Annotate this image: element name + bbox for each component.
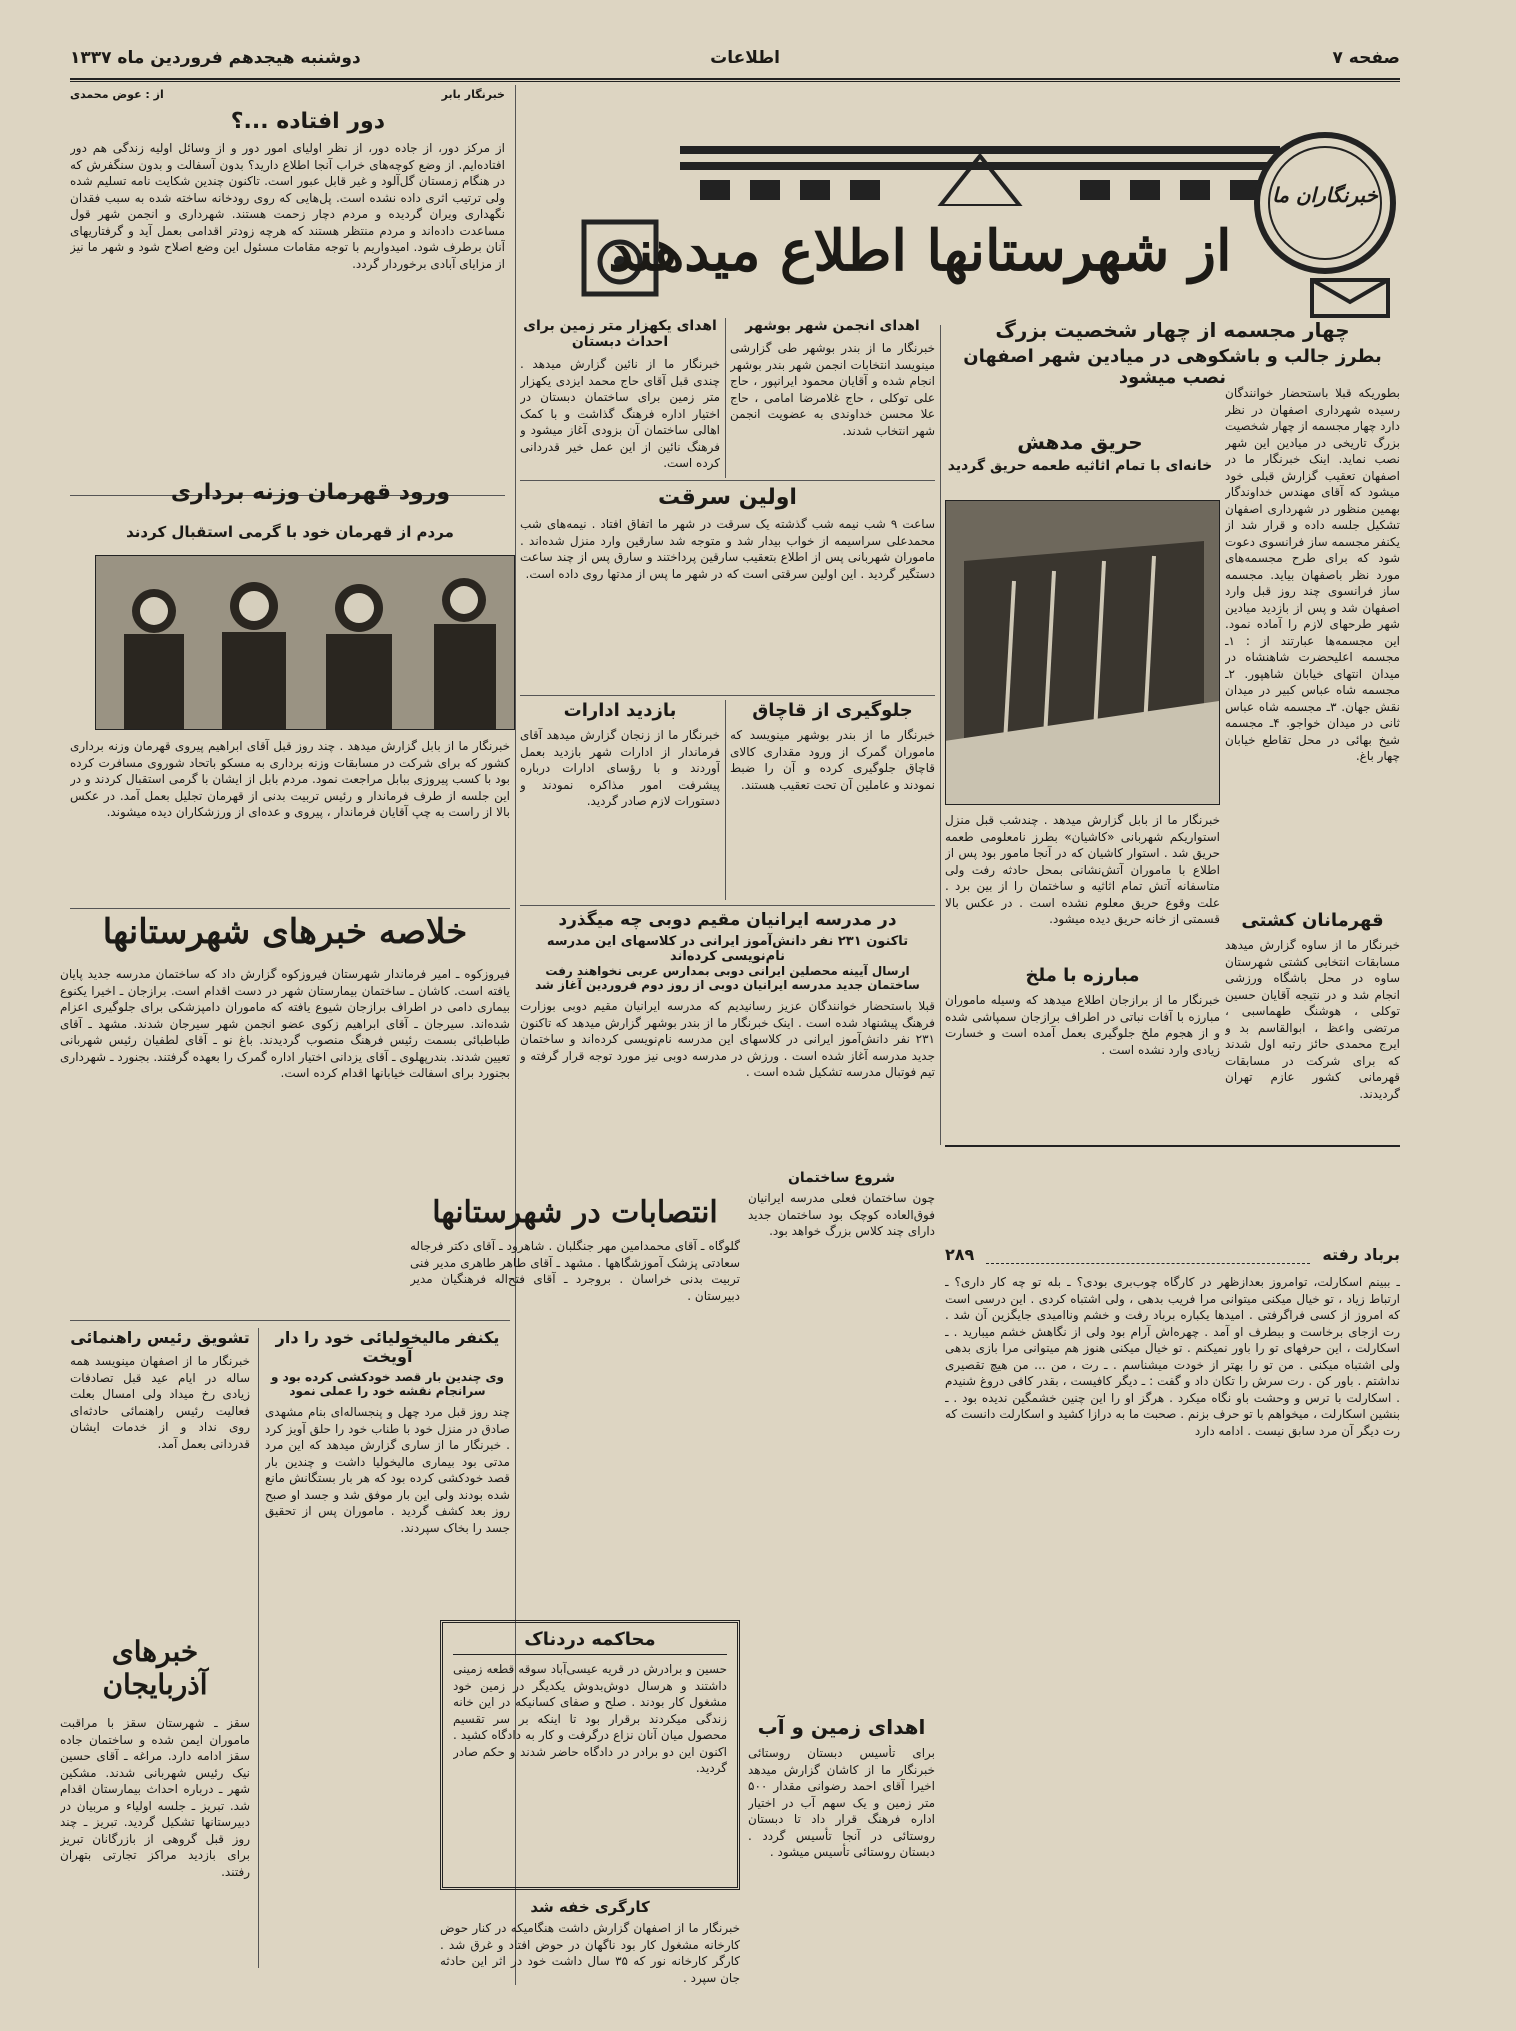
article-subtitle: تاکنون ۲۳۱ نفر دانش‌آموز ایرانی در کلاسهای این مدرسه نام‌نویسی کرده‌اند	[546, 934, 909, 964]
article-title: یکنفر مالیخولیائی خود را دار آویخت	[275, 1328, 500, 1366]
article-locust	[945, 965, 1220, 1092]
article-subtitle: بطرز جالب و باشکوهی در میادین شهر اصفهان نصب میشود	[963, 346, 1382, 388]
article-body: خبرنگار ما از اصفهان مینویسد همه ساله در ایام عید قبل تصادفات زیادی رخ میداد ولی امسال بعلت فعالیت رئیس راهنمائی حادثه‌ای روی نداد و از خدمات ایشان قدردانی بعمل آمد.	[70, 1354, 250, 1451]
serial-story	[945, 1245, 1400, 1994]
article-body: ساعت ۹ شب نیمه شب گذشته یک سرقت در شهر ما اتفاق افتاد . نیمه‌های شب محمدعلی سراسیمه از خواب بیدار شد و متوجه شد سارقین وارد منزل شده‌اند . ماموران شهربانی پس از اطلاع بتعقیب سارقین پرداختند و سارق پس از چند ساعت دستگیر گردید . این اولین سرقتی است که در شهر ما پس از مدتها روی داده است.	[520, 517, 935, 581]
article-body: چند روز قبل مرد چهل و پنجساله‌ای بنام مشهدی صادق در منزل خود با طناب خود را حلق آویز کرد . خبرنگار ما از ساری گزارش میدهد که این مرد مدتی بود بیماری مالیخولیا داشت و چندین بار قصد خودکشی کرده بود که هر بار بستگانش مانع شده بودند ولی این بار موفق شد و جسد او صبح روز بعد کشف گردید . ماموران پس از تحقیق جسد را بخاک سپردند.	[265, 1405, 510, 1535]
article-title: انتصابات در شهرستانها	[432, 1195, 718, 1230]
article-court	[440, 1620, 740, 1890]
article-title: جلوگیری از قاچاق	[752, 700, 913, 721]
section-divider	[520, 905, 935, 906]
article-body: حسین و برادرش در قریه عیسی‌آباد سوقه قطعه زمینی داشتند و هرسال دوش‌بدوش یکدیگر در زمین خود مشغول کار بودند . صلح و صفای کسانیکه در این خانه زندگی میکردند برقرار بود تا اینکه بر سر تقسیم محصول میان آنان نزاع درگرفت و کار به دادگاه کشید . اکنون این دو برادر در دادگاه حاضر شدند و حکم صادر گردید.	[453, 1662, 727, 1775]
column-divider	[725, 700, 726, 900]
article-fire	[945, 430, 1215, 474]
serial-body: ـ ببینم اسکارلت، توامروز بعدازظهر در کارگاه چوب‌بری بودی؟ ـ بله تو چه کار داری؟ ـ ارتباط زیاد ، تو خیال میکنی میتوانی مرا فریب بدهی ، ولی اشتباه کردی . این درسی است که امروز از کسی فراگرفتی . امیدها یکباره برباد رفت و خشم وناامیدی جایگزین آن شد . رت ازجای برخاست و ببطرف او آمد . چهره‌اش آرام بود ولی از نگاهش خشم میبارید . ـ اسکارلت ، این حرفهای تو را باور نمیکنم . تو خیال میکنی هنوز هم میتوانی مرا بازی بدهی ولی اشتباه میکنی . من تو را بهتر از خودت میشناسم . ـ رت ، من ... من هیچ تقصیری نداشتم . باور کن . رت سرش را تکان داد و گفت : ـ دیگر کافیست ، بقدر کافی دروغ شنیدم . اسکارلت با ترس و وحشت باو نگاه میکرد . هرگز او را این چنین خشمگین ندیده بود . ـ بنشین اسکارلت ، میخواهم با تو حرف بزنم . صحبت ما به درازا کشید و اسکارلت دانست که رت دیگر آن مرد سابق نیست . ادامه دارد	[945, 1275, 1400, 1438]
issue-date: دوشنبه هیجدهم فروردین ماه ۱۳۳۷	[70, 48, 361, 68]
article-title: دور افتاده ...؟	[230, 109, 385, 134]
article-subtitle: وی چندین بار قصد خودکشی کرده بود و سرانجام نقشه خود را عملی نمود	[270, 1370, 504, 1398]
article-body: خبرنگار ما از زنجان گزارش میدهد آقای فرماندار از ادارات شهر بازدید بعمل آوردند و با رؤسای ادارات درباره پیشرفت امور مذاکره نمودند و دستورات لازم صادر گردید.	[520, 728, 720, 808]
section-divider	[945, 1145, 1400, 1147]
serial-title: برباد رفته	[1322, 1245, 1400, 1264]
article-body: خبرنگار ما از بابل گزارش میدهد . چند روز قبل آقای ابراهیم پیروی قهرمان وزنه برداری کشور که برای شرکت در مسابقات وزنه برداری به مسکو باتحاد شوروی مسافرت کرده بود با کسب پیروزی ببابل مراجعت نمود. مردم بابل از ایشان با گرمی استقبال کردند و در این جلسه از طرف فرماندار و رئیس تربیت بدنی از قهرمان تجلیل بعمل آمد. در عکس بالا از راست به چپ آقایان فرماندار ، پیروی و عده‌ای از ورزشکاران دیده میشوند.	[70, 739, 510, 819]
section-banner	[520, 128, 1400, 318]
article-subtitle: خانه‌ای با تمام اثاثیه طعمه حریق گردید	[947, 458, 1213, 474]
four-men-figure	[95, 556, 514, 730]
article-bushehr	[730, 318, 935, 470]
masthead-rule	[70, 78, 1400, 82]
article-land	[520, 318, 720, 476]
article-subtitle: ساختمان جدید مدرسه ایرانیان دوبی از روز دوم فروردین آغاز شد	[535, 978, 920, 992]
article-title: اهدای انجمن شهر بوشهر	[745, 318, 920, 334]
article-wrestling	[1225, 910, 1400, 1127]
article-encourage	[70, 1328, 250, 1653]
article-title: خبرهای آذربایجان	[102, 1635, 208, 1701]
fire-caption: خبرنگار ما از بابل گزارش میدهد . چندشب قبل منزل استواریکم شهربانی «کاشیان» بطرز نامعلومی طعمه حریق شد . استوار کاشیان که در آنجا مامور بود پس از اطلاع با ماموران آتش‌نشانی بمحل حادثه رفت ولی متاسفانه آتش تمام اثاثیه و ساختمان را از بین برد . علت وقوع حریق معلوم نشده است . در عکس بالا قسمتی از خانه حریق دیده میشود.	[945, 813, 1220, 926]
article-title: خلاصه خبرهای شهرستانها	[102, 912, 468, 952]
article-title: کارگری خفه شد	[530, 1898, 650, 1916]
article-title: بازدید ادارات	[563, 700, 677, 721]
burned-house-figure	[945, 501, 1219, 805]
article-title: اهدای زمین و آب	[757, 1715, 926, 1739]
article-theft	[520, 485, 935, 686]
article-worker	[440, 1898, 740, 1990]
section-divider	[520, 480, 935, 481]
article-appointments	[410, 1195, 740, 1358]
masthead	[70, 48, 1400, 74]
article-school-land	[748, 1715, 935, 1965]
reporters-badge-text: خبرنگاران ما	[1272, 183, 1378, 207]
article-body: از مرکز دور، از جاده دور، از نظر اولیای امور دور و از وسائل اولیه زندگی هم دور افتاده‌ایم. از وضع کوچه‌های خراب آنجا اطلاع دارید؟ بدون آسفالت و بدون سنگفرش که در هنگام زمستان گل‌آلود و غیر قابل عبور است. تاکنون چندین شکایت نامه تسلیم شده ولی ترتیب اثری داده نشده است. پل‌هایی که روی رودخانه ساخته شده به سبب فقدان نگهداری ویران گردیده و مردم دچار زحمت هستند. شهرداری و انجمن شهر قول مساعدت داده‌اند و مردم منتظر هستند که هرچه زودتر اقدامی بعمل آید و گرفتاریهای آنان برطرف شود. امیدواریم با توجه مقامات مسئول این وضع اصلاح شود و شهر ما نیز از مزایای آبادی برخوردار گردد.	[70, 141, 505, 271]
article-sculpture	[945, 318, 1400, 388]
article-byline: از : عوض محمدی	[70, 88, 164, 101]
article-title: حریق مدهش	[1017, 430, 1143, 454]
article-azarbaijan	[60, 1635, 250, 2005]
article-title: در مدرسه ایرانیان مقیم دوبی چه میگذرد	[558, 910, 897, 930]
article-subtitle: مردم از قهرمان خود با گرمی استقبال کردند	[126, 523, 454, 541]
article-body: خبرنگار ما از بندر بوشهر طی گزارشی مینویسد انتخابات انجمن شهر بندر بوشهر انجام شده و آقایان محمود ایرانپور ، حاج علی توکلی ، حاج غلامرضا امامی ، حاج علا محسن خداوندی به عضویت انجمن شهر انتخاب شدند.	[730, 341, 935, 438]
article-body: خبرنگار ما از نائین گزارش میدهد . چندی قبل آقای حاج محمد ایزدی یکهزار متر زمین برای ساختمان دبستان در اختیار اداره فرهنگ گذاشت و با کمک اهالی ساختمان آن بزودی آغاز میشود و فرهنگ نائین از این عمل خیر قدردانی کرده است.	[520, 357, 720, 470]
weightlifter-photo	[95, 555, 515, 730]
page-number: صفحه ۷	[1332, 48, 1400, 68]
column-divider	[725, 318, 726, 478]
article-body: برای تأسیس دبستان روستائی خبرنگار ما از کاشان گزارش میدهد اخیرا آقای احمد رضوانی مقدار ۵۰۰ متر زمین و یک سهم آب در اختیار اداره فرهنگ قرار داد تا دبستان روستائی در آنجا تأسیس گردد . دبستان روستائی تأسیس میشود .	[748, 1746, 935, 1859]
article-body: سقز ـ شهرستان سقز با مراقبت ماموران ایمن شده و ساختمان جاده سقز ادامه دارد. مراغه ـ آقای حسین نیک رئیس شهربانی شدند. مشکین شهر ـ درباره احداث بیمارستان اقدام شد. تبریز ـ جلسه اولیاء و مربیان در دبیرستانها تشکیل گردید. تبریز ـ چند روز قبل گروهی از بازرگانان تبریز برای بازدید مراکز تجارتی بتهران رفتند.	[60, 1716, 250, 1879]
banner-title: از شهرستانها اطلاع میدهند	[608, 218, 1232, 284]
column-divider	[258, 1328, 259, 1968]
article-title: اولین سرقت	[658, 485, 797, 510]
article-body: بطوریکه قبلا باستحضار خوانندگان رسیده شهرداری اصفهان در نظر دارد چهار مجسمه از چهار شخصیت بزرگ تاریخی در میادین این شهر نصب نماید. اینک خبرنگار ما در اصفهان تعقیب گزارش قبلی خود میشود که آقای مهندس خداوندگار بهمین منظور در شهرداری اصفهان تشکیل جلسه داده و قرار شد از یکنفر مجسمه ساز فرانسوی دعوت شود که برای طرح مجسمه‌های مورد نظر باصفهان بیاید. مجسمه ساز فرانسوی چند روز قبل وارد اصفهان شد و پس از بازدید میادین شهر طرحهای لازم را آماده نمود. این مجسمه‌ها عبارتند از : ۱ـ مجسمه اعلیحضرت شاهنشاه در میدان انتهای خیابان شاهپور. ۲ـ مجسمه شاه عباس کبیر در میدان نقش جهان. ۳ـ مجسمه شاه عباس ثانی در میدان خواجو. ۴ـ مجسمه شیخ بهائی در محل تقاطع خیابان چهار باغ.	[1225, 386, 1400, 763]
section-divider	[70, 908, 510, 909]
article-body: فیروزکوه ـ امیر فرماندار شهرستان فیروزکوه گزارش داد که ساختمان مدرسه جدید پایان یافته است. کاشان ـ ساختمان بیمارستان شهر در دست اقدام است. برازجان ـ اخیرا یکنوع بیماری دامی در اطراف برازجان شیوع یافته که ماموران دامپزشکی برای جلوگیری اعزام شده‌اند. سیرجان ـ آقای ابراهیم زکوی عضو انجمن شهر سیرجان شدند. مشهد ـ آقای طباطبائی بسمت رئیس فرهنگ منصوب گردیدند. باغ نو ـ آقای لطفیان رئیس شهربانی تعیین شدند. بندرپهلوی ـ آقای یزدانی اختیار اداره گمرک را بعهده گرفتند. بجنورد ـ شهرداری بجنورد برای اسفالت خیابانها اقدام کرده است.	[60, 967, 510, 1080]
column-divider	[940, 325, 941, 1145]
article-body: خبرنگار ما از اصفهان گزارش داشت هنگامیکه در کنار حوض کارخانه مشغول کار بود ناگهان در حوض افتاد و غرق شد . کارگر کارخانه نور که ۳۵ سال داشت خود در اثر این حادثه جان سپرد .	[440, 1921, 740, 1985]
article-weightlifting	[70, 480, 510, 541]
article-subtitle: ارسال آیینه محصلین ایرانی دوبی بمدارس عربی نخواهند رفت	[545, 964, 910, 978]
article-title: محاکمه دردناک	[453, 1629, 727, 1655]
article-kicker: خبرنگار بابر	[441, 88, 505, 101]
envelope-icon	[1310, 278, 1390, 318]
serial-number: ۲۸۹	[945, 1245, 975, 1264]
serial-rule	[986, 1245, 1310, 1264]
fire-photo	[945, 500, 1220, 805]
article-remote	[70, 88, 505, 440]
article-title: شروع ساختمان	[787, 1170, 896, 1186]
article-title: تشویق رئیس راهنمائی	[70, 1328, 250, 1347]
article-body: خبرنگار ما از ساوه گزارش میدهد مسابقات انتخابی کشتی شهرستان ساوه در محل باشگاه ورزشی انجام شد و در نتیجه آقایان حسین توکلی ، هوشنگ طهماسبی ، مرتضی واعظ ، ابوالقاسم بد و ایرج محمدی حائز رتبه اول شدند که برای شرکت در مسابقات قهرمانی کشور عازم تهران گردیدند.	[1225, 938, 1400, 1101]
article-body: خبرنگار ما از برازجان اطلاع میدهد که وسیله ماموران مبارزه با آفات نباتی در اطراف برازجان سمپاشی شده و از هجوم ملخ جلوگیری بعمل آمده است و خسارت زیادی وارد نشده است .	[945, 993, 1220, 1057]
article-title: مبارزه با ملخ	[1025, 965, 1140, 986]
paper-name: اطلاعات	[710, 48, 780, 68]
article-visit	[520, 700, 720, 907]
article-title: ورود قهرمان وزنه برداری	[170, 480, 450, 505]
building-ornament-icon	[680, 136, 1280, 206]
article-body: خبرنگار ما از بندر بوشهر مینویسد که ماموران گمرک از ورود مقداری کالای قاچاق جلوگیری کرده و آن را ضبط نمودند و عاملین آن تحت تعقیب هستند.	[730, 728, 935, 792]
article-body: گلوگاه ـ آقای محمدامین مهر جنگلبان . شاهرود ـ آقای دکتر فرجاله سعادتی پزشک آموزشگاهها . مشهد ـ آقای طاهر طاهری مدیر فنی تربیت بدنی خراسان . بروجرد ـ آقای فتح‌اله فرهنگیان مدیر دبیرستان .	[410, 1239, 740, 1303]
article-title: اهدای یکهزار متر زمین برای احداث دبستان	[523, 318, 717, 350]
article-smuggling	[730, 700, 935, 907]
article-body: قبلا باستحضار خوانندگان عزیز رسانیدیم که مدرسه ایرانیان مقیم دوبی بوزارت فرهنگ پیشنهاد شده است . اینک خبرنگار ما از بندر بوشهر گزارش میدهد که تاکنون ۲۳۱ نفر دانش‌آموز ایرانی در کلاسهای این مدرسه نام‌نویسی کرده‌اند و ساختمان جدید مدرسه آغاز شده است . ورزش در مدرسه دوبی نیز مورد توجه قرار گرفته و تیم فوتبال مدرسه تشکیل شده است .	[520, 999, 935, 1079]
article-title: قهرمانان کشتی	[1241, 910, 1384, 931]
article-body: چون ساختمان فعلی مدرسه ایرانیان فوق‌العاده کوچک بود ساختمان جدید دارای چند کلاس بزرگ خواهد بود.	[748, 1191, 935, 1238]
article-start-building	[748, 1170, 935, 1710]
section-divider	[520, 695, 935, 696]
article-title: چهار مجسمه از چهار شخصیت بزرگ	[995, 318, 1350, 342]
